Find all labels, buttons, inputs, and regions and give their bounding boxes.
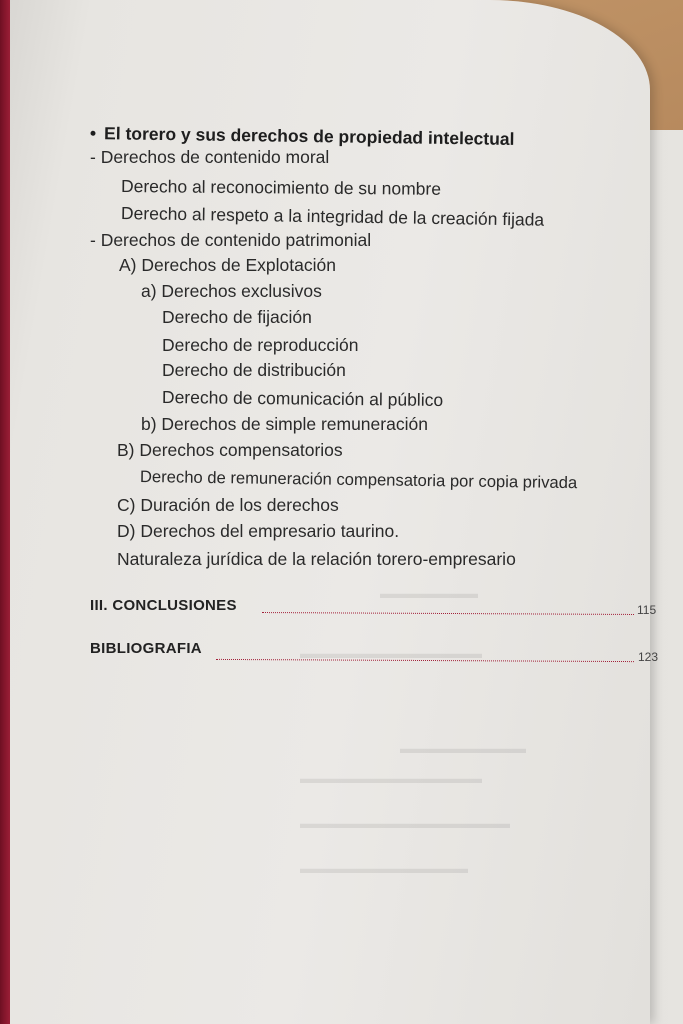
show-through-text: ▬▬▬▬▬▬▬▬▬▬▬▬▬	[300, 770, 482, 786]
toc-item: A) Derechos de Explotación	[119, 255, 336, 275]
toc-section-title: BIBLIOGRAFIA	[90, 640, 202, 657]
toc-item: D) Derechos del empresario taurino.	[117, 521, 400, 541]
show-through-text: ▬▬▬▬▬▬▬▬▬	[400, 740, 526, 756]
toc-item: C) Duración de los derechos	[117, 495, 339, 515]
toc-item: b) Derechos de simple remuneración	[141, 414, 428, 434]
toc-item: Derecho de comunicación al público	[161, 387, 444, 410]
toc-item: - Derechos de contenido moral	[90, 147, 330, 167]
toc-item: Derecho de reproducción	[162, 335, 359, 355]
toc-item: Derecho de fijación	[162, 307, 312, 327]
toc-item: Naturaleza jurídica de la relación torero-empresario	[117, 549, 516, 569]
toc-item: B) Derechos compensatorios	[117, 440, 343, 460]
toc-item: - Derechos de contenido patrimonial	[90, 230, 372, 250]
show-through-text: ▬▬▬▬▬▬▬	[380, 585, 478, 601]
toc-item: Derecho al reconocimiento de su nombre	[120, 176, 442, 199]
toc-section-title: III. CONCLUSIONES	[90, 597, 237, 614]
bullet-icon: •	[89, 123, 97, 144]
toc-item: a) Derechos exclusivos	[141, 281, 322, 301]
toc-page-number: 123	[638, 650, 659, 664]
toc-heading-text: El torero y sus derechos de propiedad intelectual	[103, 123, 515, 149]
toc-item: Derecho de remuneración compensatoria por copia privada	[139, 467, 578, 493]
show-through-text: ▬▬▬▬▬▬▬▬▬▬▬▬▬	[300, 645, 482, 661]
toc-item: Derecho de distribución	[162, 360, 346, 380]
toc-item: Derecho al respeto a la integridad de la creación fijada	[120, 203, 545, 230]
toc-page-number: 115	[637, 603, 657, 617]
show-through-text: ▬▬▬▬▬▬▬▬▬▬▬▬▬▬▬	[300, 815, 510, 831]
show-through-text: ▬▬▬▬▬▬▬▬▬▬▬▬	[300, 860, 468, 876]
